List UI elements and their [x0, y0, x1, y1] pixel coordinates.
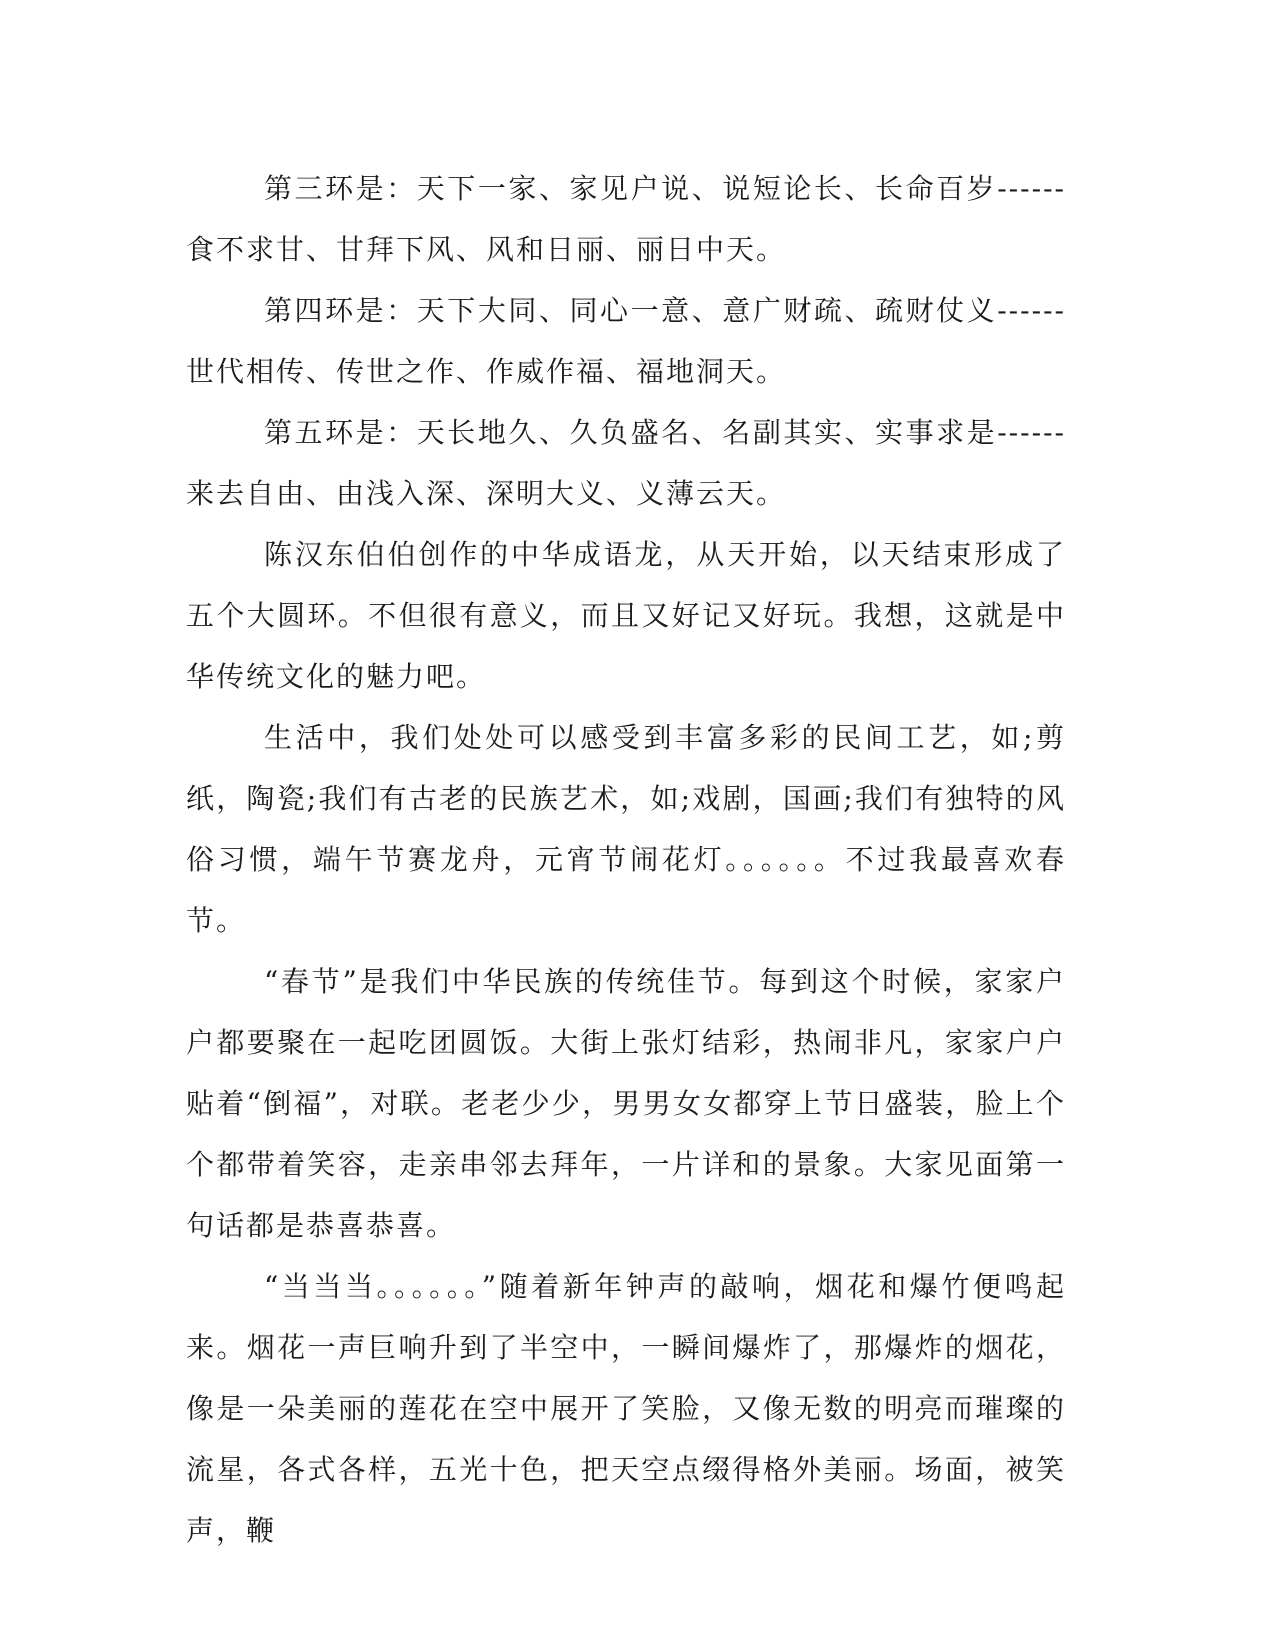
paragraph-folk-crafts: 生活中，我们处处可以感受到丰富多彩的民间工艺，如;剪纸，陶瓷;我们有古老的民族艺术，如;戏剧，国画;我们有独特的风俗习惯，端午节赛龙舟，元宵节闹花灯。。。。。。不过我最喜欢春节。 — [186, 721, 1066, 937]
paragraph-fourth-ring: 第四环是：天下大同、同心一意、意广财疏、疏财仗义------世代相传、传世之作、作威作福、福地洞天。 — [186, 294, 1066, 388]
paragraph-fifth-ring: 第五环是：天长地久、久负盛名、名副其实、实事求是------来去自由、由浅入深、深明大义、义薄云天。 — [186, 416, 1066, 510]
paragraph-third-ring: 第三环是：天下一家、家见户说、说短论长、长命百岁------食不求甘、甘拜下风、风和日丽、丽日中天。 — [186, 172, 1066, 266]
document-body — [186, 158, 1066, 1561]
paragraph-idiom-dragon: 陈汉东伯伯创作的中华成语龙，从天开始，以天结束形成了五个大圆环。不但很有意义，而且又好记又好玩。我想，这就是中华传统文化的魅力吧。 — [186, 538, 1066, 693]
paragraph-new-year-bell: “当当当。。。。。。”随着新年钟声的敲响，烟花和爆竹便鸣起来。烟花一声巨响升到了半空中，一瞬间爆炸了，那爆炸的烟花，像是一朵美丽的莲花在空中展开了笑脸，又像无数的明亮而璀璨的流星，各式各样，五光十色，把天空点缀得格外美丽。场面，被笑声，鞭 — [186, 1270, 1066, 1547]
paragraph-spring-festival: “春节”是我们中华民族的传统佳节。每到这个时候，家家户户都要聚在一起吃团圆饭。大街上张灯结彩，热闹非凡，家家户户贴着“倒福”，对联。老老少少，男男女女都穿上节日盛装，脸上个个都带着笑容，走亲串邻去拜年，一片详和的景象。大家见面第一句话都是恭喜恭喜。 — [186, 965, 1066, 1242]
